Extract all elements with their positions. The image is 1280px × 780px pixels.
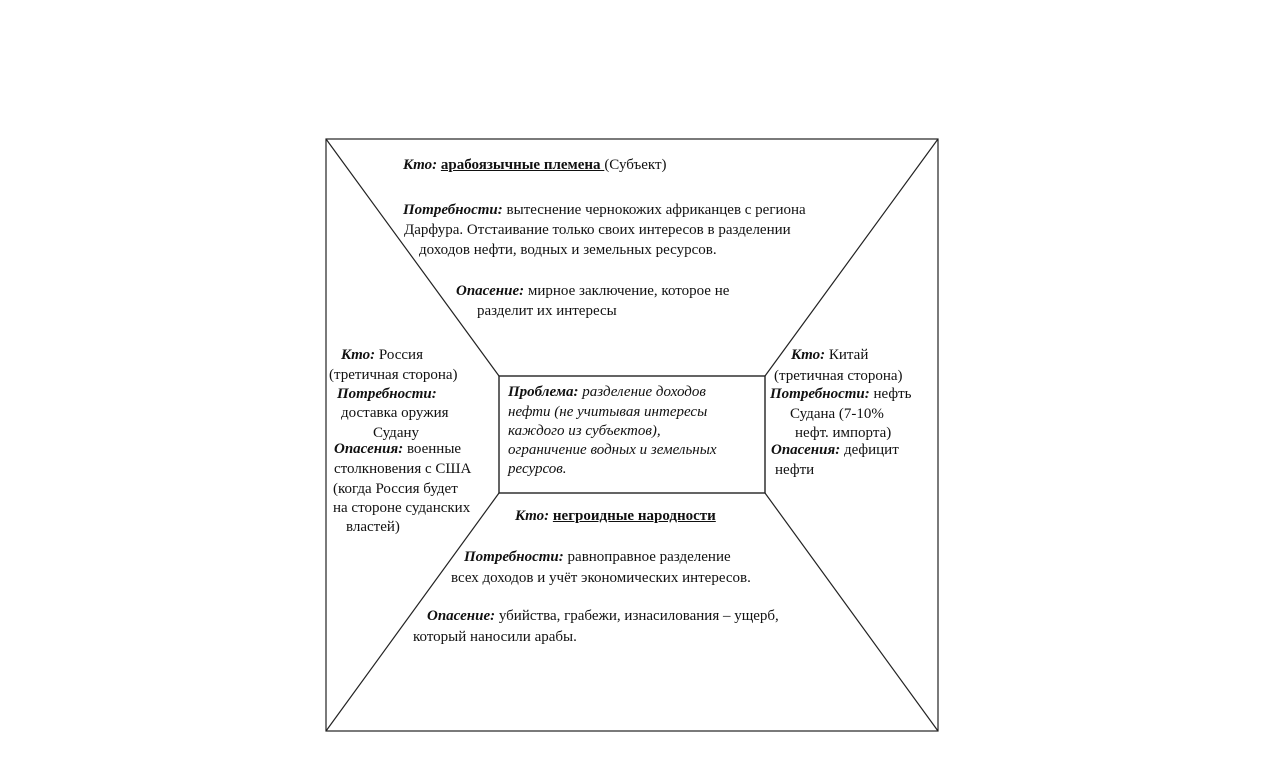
top-fear-text1: мирное заключение, которое не [527, 283, 730, 299]
top-who-value: арабоязычные племена [440, 157, 605, 173]
center-problem-line2: нефти (не учитывая интересы [508, 404, 708, 420]
right-fear-line1 [771, 441, 899, 460]
top-needs-line2: Дарфура. Отстаивание только своих интересов в разделении [404, 222, 791, 238]
top-who-line [403, 156, 667, 175]
left-needs-line1: доставка оружия [341, 405, 449, 421]
bottom-needs-label: Потребности: [464, 549, 564, 565]
bottom-fear-line2: который наносили арабы. [413, 629, 577, 645]
top-fear-line1 [456, 282, 729, 301]
right-needs-line3: нефт. импорта) [795, 425, 892, 441]
right-who-value: Китай [828, 347, 869, 363]
left-fear-line1 [334, 440, 461, 459]
right-who-label: Кто: [791, 347, 826, 363]
left-needs-line2: Судану [373, 425, 420, 441]
center-problem-line1 [508, 383, 706, 402]
top-needs-label: Потребности: [403, 202, 503, 218]
top-fear-line2: разделит их интересы [477, 303, 617, 319]
left-fear-line3: (когда Россия будет [333, 481, 458, 497]
left-fear-line5: властей) [346, 519, 400, 535]
left-who-line [341, 346, 423, 365]
bottom-fear-line1 [427, 607, 779, 626]
right-who-line [791, 346, 868, 365]
bottom-who-label: Кто: [515, 508, 550, 524]
center-problem-line3: каждого из субъектов), [508, 423, 661, 439]
right-fear-text1: дефицит [843, 442, 899, 458]
left-who-label: Кто: [341, 347, 376, 363]
bottom-needs-text1: равноправное разделение [567, 549, 731, 565]
left-needs-label: Потребности: [337, 386, 437, 402]
top-needs-text1: вытеснение чернокожих африканцев с региона [506, 202, 806, 218]
bottom-who-value: негроидные народности [552, 508, 716, 524]
right-needs-label: Потребности: [770, 386, 870, 402]
top-needs-line1 [403, 201, 806, 220]
right-needs-line1 [770, 385, 912, 404]
bottom-fear-label: Опасение: [427, 608, 496, 624]
bottom-needs-line2: всех доходов и учёт экономических интересов. [451, 570, 751, 586]
bottom-fear-text1: убийства, грабежи, изнасилования – ущерб, [498, 608, 779, 624]
right-fear-label: Опасения: [771, 442, 841, 458]
center-problem-text1: разделение доходов [582, 384, 706, 400]
bottom-needs-line1 [464, 548, 731, 567]
left-fear-text1: военные [406, 441, 462, 457]
center-problem-line5: ресурсов. [508, 461, 567, 477]
left-who-line2: (третичная сторона) [329, 367, 458, 383]
top-fear-label: Опасение: [456, 283, 525, 299]
left-fear-line4: на стороне суданских [333, 500, 471, 516]
left-fear-line2: столкновения с США [334, 461, 472, 477]
left-who-value: Россия [378, 347, 423, 363]
right-who-line2: (третичная сторона) [774, 368, 903, 384]
bottom-who-line [515, 507, 716, 526]
left-fear-label: Опасения: [334, 441, 404, 457]
top-who-suffix: (Субъект) [604, 157, 667, 173]
right-fear-line2: нефти [775, 462, 815, 478]
center-problem-label: Проблема: [508, 384, 579, 400]
top-who-label: Кто: [403, 157, 438, 173]
top-needs-line3: доходов нефти, водных и земельных ресурсов. [419, 242, 717, 258]
right-needs-line2: Судана (7-10% [790, 406, 884, 422]
center-problem-line4: ограничение водных и земельных [508, 442, 717, 458]
right-needs-text1: нефть [873, 386, 912, 402]
